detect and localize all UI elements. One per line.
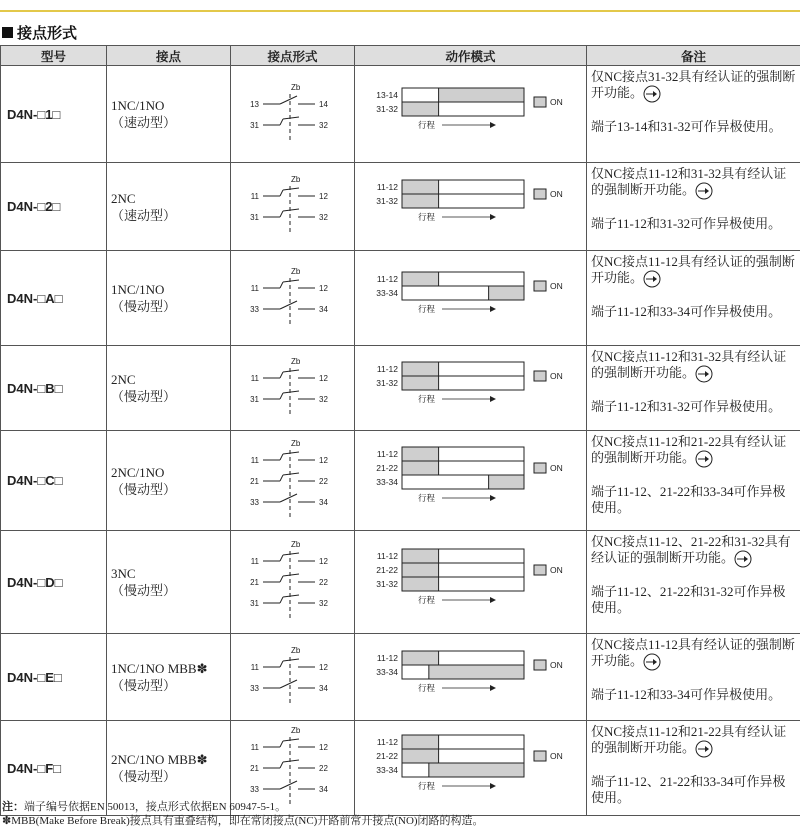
on-segment [402, 651, 439, 665]
contact-cell [107, 163, 231, 251]
on-segment [488, 286, 523, 300]
contact-circuit [250, 595, 328, 608]
operation-pattern-cell [355, 431, 587, 531]
table-header-row [1, 46, 800, 66]
header-model: 型号 [1, 46, 107, 66]
svg-text:32: 32 [318, 394, 328, 404]
remark-certification: 仅NC接点31-32具有经认证的强制断开功能。 [591, 69, 796, 103]
zb-label: Zb [290, 645, 300, 655]
zb-label: Zb [290, 175, 300, 184]
footer-notes [2, 800, 484, 828]
pattern-bar [376, 180, 523, 194]
pattern-bar-label: 11-12 [376, 449, 398, 459]
operation-pattern-cell [355, 251, 587, 346]
contact-circuit [250, 494, 328, 507]
remarks-cell [587, 66, 800, 163]
remark-terminals: 端子11-12和31-32可作异极使用。 [591, 399, 782, 415]
footer-note-1: 注：端子编号依据EN 50013，接点形式依据EN 60947-5-1。 [2, 800, 287, 813]
pattern-bar [376, 194, 524, 208]
remarks-cell [587, 163, 800, 251]
positive-opening-mark-icon [695, 740, 713, 758]
contact-circuit [250, 781, 328, 794]
remark-terminals: 端子11-12、21-22和33-34可作异极使用。 [591, 774, 786, 806]
svg-text:12: 12 [318, 662, 328, 672]
operation-pattern-diagram [358, 441, 584, 515]
pattern-bar-label: 33-34 [375, 666, 398, 677]
on-segment [402, 180, 439, 194]
svg-text:11: 11 [250, 662, 259, 672]
pattern-bar [376, 286, 524, 300]
svg-text:11: 11 [250, 557, 259, 566]
contact-type: 2NC [111, 190, 136, 206]
table-row [1, 431, 800, 531]
contact-action: （速动型） [111, 207, 177, 223]
pattern-bar-label: 31-32 [375, 196, 398, 206]
svg-text:22: 22 [318, 578, 328, 587]
contact-diagram [233, 78, 353, 146]
pattern-bar [376, 461, 524, 475]
pattern-bar [376, 549, 523, 563]
on-segment [402, 194, 439, 208]
on-segment [402, 362, 439, 376]
model-cell: D4N-□C□ [1, 431, 107, 531]
remark-terminals: 端子11-12和31-32可作异极使用。 [591, 216, 782, 232]
on-segment [402, 447, 439, 461]
square-bullet-icon [2, 27, 13, 38]
operation-pattern-diagram [358, 174, 584, 234]
svg-text:22: 22 [318, 476, 328, 486]
contact-diagram [233, 535, 353, 624]
zb-label: Zb [290, 266, 300, 276]
on-segment [402, 272, 439, 286]
remark-terminals: 端子11-12、21-22和33-34可作异极使用。 [591, 484, 786, 516]
on-segment [402, 577, 439, 591]
header-remarks: 备注 [587, 46, 800, 66]
table-row [1, 634, 800, 721]
on-segment [402, 563, 439, 577]
operation-pattern-diagram [358, 729, 584, 803]
on-legend [534, 281, 563, 291]
contact-type: 3NC [111, 566, 136, 581]
contact-circuit [250, 473, 328, 486]
svg-text:ON: ON [549, 96, 563, 107]
svg-text:31: 31 [249, 599, 259, 608]
stroke-label: 行程 [417, 119, 435, 130]
svg-text:31: 31 [249, 213, 259, 222]
pattern-bar [376, 651, 523, 665]
on-legend [534, 751, 563, 761]
on-segment [428, 665, 523, 679]
remark-certification: 仅NC接点11-12和31-32具有经认证的强制断开功能。 [591, 349, 796, 383]
svg-text:34: 34 [318, 785, 328, 794]
svg-text:12: 12 [318, 455, 328, 465]
remark-certification: 仅NC接点11-12、21-22和31-32具有经认证的强制断开功能。 [591, 534, 796, 568]
pattern-bar [376, 362, 523, 376]
svg-text:ON: ON [549, 659, 563, 670]
svg-text:12: 12 [318, 743, 328, 752]
stroke-label: 行程 [417, 303, 435, 314]
pattern-bar [376, 665, 524, 679]
pattern-bar-label: 21-22 [375, 564, 398, 575]
stroke-label: 行程 [417, 594, 435, 605]
section-title: 接点形式 [2, 22, 77, 43]
pattern-bar-label: 33-34 [375, 287, 398, 298]
pattern-bar-label: 31-32 [375, 103, 398, 114]
pattern-bar-label: 21-22 [375, 750, 398, 761]
svg-text:34: 34 [318, 683, 328, 693]
header-contact-form: 接点形式 [231, 46, 355, 66]
svg-text:31: 31 [249, 394, 259, 404]
contact-action: （速动型） [111, 115, 177, 130]
svg-text:32: 32 [318, 120, 328, 130]
contact-cell [107, 346, 231, 431]
svg-text:11: 11 [250, 192, 259, 201]
contact-action: （慢动型） [111, 678, 177, 693]
on-segment [402, 461, 439, 475]
contact-action: （慢动型） [111, 481, 177, 497]
contact-action: （慢动型） [111, 583, 177, 598]
remark-terminals: 端子13-14和31-32可作异极使用。 [591, 119, 782, 135]
svg-text:ON: ON [549, 564, 563, 575]
contact-cell [107, 251, 231, 346]
contact-type: 1NC/1NO MBB✽ [111, 661, 208, 676]
contact-circuit [250, 680, 328, 693]
contact-type: 2NC/1NO MBB✽ [111, 752, 208, 767]
stroke-label: 行程 [417, 780, 435, 791]
pattern-bar [376, 447, 523, 461]
on-segment [402, 376, 439, 390]
operation-pattern-cell [355, 346, 587, 431]
contact-type: 2NC/1NO [111, 464, 165, 480]
remarks-cell [587, 531, 800, 634]
operation-pattern-diagram [358, 266, 584, 326]
svg-text:33: 33 [249, 683, 259, 693]
contact-action: （慢动型） [111, 389, 177, 404]
contact-diagram-cell [231, 346, 355, 431]
model-cell: D4N-□F□ [1, 721, 107, 816]
model-cell: D4N-□A□ [1, 251, 107, 346]
pattern-bar [376, 763, 524, 777]
remarks-cell [587, 346, 800, 431]
svg-text:ON: ON [549, 750, 563, 761]
on-legend [534, 97, 563, 107]
remark-certification: 仅NC接点11-12具有经认证的强制断开功能。 [591, 254, 796, 288]
positive-opening-mark-icon [643, 85, 661, 103]
positive-opening-mark-icon [695, 450, 713, 468]
contact-diagram-cell [231, 251, 355, 346]
pattern-bar-label: 11-12 [376, 363, 398, 374]
remark-terminals: 端子11-12和33-34可作异极使用。 [591, 687, 782, 703]
contact-diagram-cell [231, 634, 355, 721]
contact-circuit [250, 574, 328, 587]
zb-label: Zb [290, 726, 300, 735]
contact-circuit [250, 391, 328, 404]
svg-text:12: 12 [318, 192, 328, 201]
model-cell: D4N-□2□ [1, 163, 107, 251]
svg-text:11: 11 [250, 743, 259, 752]
svg-text:31: 31 [249, 120, 259, 130]
svg-text:22: 22 [318, 764, 328, 773]
contact-cell [107, 531, 231, 634]
stroke-label: 行程 [417, 493, 435, 503]
pattern-bar-label: 33-34 [375, 477, 398, 487]
svg-text:33: 33 [249, 785, 259, 794]
table-row [1, 66, 800, 163]
pattern-bar [376, 749, 524, 763]
remarks-cell [587, 634, 800, 721]
on-segment [438, 88, 523, 102]
on-segment [402, 749, 439, 763]
svg-text:11: 11 [250, 373, 259, 383]
svg-text:14: 14 [318, 99, 328, 109]
contact-cell [107, 634, 231, 721]
operation-pattern-diagram [358, 356, 584, 416]
svg-text:21: 21 [249, 578, 259, 587]
pattern-bar-label: 11-12 [376, 652, 398, 663]
contact-diagram-cell [231, 163, 355, 251]
on-legend [534, 660, 563, 670]
zb-label: Zb [290, 540, 300, 549]
svg-text:11: 11 [250, 283, 259, 293]
pattern-bar [376, 102, 524, 116]
operation-pattern-diagram [358, 82, 584, 142]
svg-text:21: 21 [249, 476, 259, 486]
pattern-bar-label: 11-12 [376, 273, 398, 284]
svg-text:ON: ON [549, 370, 563, 381]
on-segment [402, 102, 439, 116]
pattern-bar-label: 11-12 [376, 736, 398, 747]
svg-text:33: 33 [249, 304, 259, 314]
operation-pattern-cell [355, 531, 587, 634]
contact-action: （慢动型） [111, 769, 177, 784]
pattern-bar [376, 88, 524, 102]
remark-certification: 仅NC接点11-12和21-22具有经认证的强制断开功能。 [591, 724, 796, 758]
svg-text:11: 11 [250, 455, 259, 465]
svg-text:32: 32 [318, 213, 328, 222]
positive-opening-mark-icon [734, 550, 752, 568]
pattern-bar-label: 31-32 [375, 578, 398, 589]
contact-diagram-cell [231, 531, 355, 634]
positive-opening-mark-icon [643, 653, 661, 671]
zb-label: Zb [290, 82, 300, 92]
contact-diagram [233, 170, 353, 238]
operation-pattern-diagram [358, 645, 584, 705]
remark-terminals: 端子11-12、21-22和31-32可作异极使用。 [591, 584, 786, 616]
svg-text:21: 21 [249, 764, 259, 773]
top-accent-bar [0, 0, 800, 12]
zb-label: Zb [290, 438, 300, 448]
pattern-bar-label: 21-22 [375, 463, 398, 473]
remarks-cell [587, 721, 800, 816]
contact-circuit [250, 117, 328, 130]
remark-certification: 仅NC接点11-12和21-22具有经认证的强制断开功能。 [591, 434, 796, 468]
contact-diagram-cell [231, 431, 355, 531]
on-legend [534, 189, 563, 199]
contact-action: （慢动型） [111, 299, 177, 314]
pattern-bar-label: 11-12 [376, 182, 398, 192]
zb-label: Zb [290, 356, 300, 366]
contact-diagram [233, 262, 353, 330]
svg-text:12: 12 [318, 283, 328, 293]
header-operation-pattern: 动作模式 [355, 46, 587, 66]
pattern-bar-label: 33-34 [375, 764, 398, 775]
pattern-bar [376, 475, 524, 489]
model-cell: D4N-□B□ [1, 346, 107, 431]
on-legend [534, 371, 563, 381]
contact-diagram [233, 434, 353, 523]
positive-opening-mark-icon [695, 365, 713, 383]
positive-opening-mark-icon [643, 270, 661, 288]
contact-cell [107, 66, 231, 163]
model-cell: D4N-□E□ [1, 634, 107, 721]
svg-text:12: 12 [318, 557, 328, 566]
remarks-cell [587, 251, 800, 346]
operation-pattern-cell [355, 66, 587, 163]
contact-diagram [233, 352, 353, 420]
pattern-bar [376, 735, 523, 749]
table-row [1, 251, 800, 346]
header-contact: 接点 [107, 46, 231, 66]
footer-note-2: ✽MBB(Make Before Break)接点具有重叠结构，即在常闭接点(NC)开路前常开接点(NO)闭路的构造。 [2, 815, 484, 827]
table-row [1, 346, 800, 431]
on-segment [428, 763, 523, 777]
pattern-bar [376, 376, 524, 390]
on-segment [488, 475, 523, 489]
operation-pattern-diagram [358, 543, 584, 617]
contact-diagram [233, 641, 353, 709]
contact-type: 1NC/1NO [111, 98, 165, 113]
table-row [1, 531, 800, 634]
contact-cell [107, 431, 231, 531]
remark-certification: 仅NC接点11-12和31-32具有经认证的强制断开功能。 [591, 166, 796, 200]
contact-diagram [233, 721, 353, 810]
on-segment [402, 735, 439, 749]
svg-text:32: 32 [318, 599, 328, 608]
remark-terminals: 端子11-12和33-34可作异极使用。 [591, 304, 782, 320]
contact-circuit [250, 760, 328, 773]
contact-form-table [0, 45, 800, 816]
contact-type: 2NC [111, 372, 136, 387]
svg-text:33: 33 [249, 497, 259, 507]
table-row [1, 163, 800, 251]
model-cell: D4N-□1□ [1, 66, 107, 163]
operation-pattern-cell [355, 634, 587, 721]
pattern-bar-label: 31-32 [375, 377, 398, 388]
operation-pattern-cell [355, 163, 587, 251]
remark-certification: 仅NC接点11-12具有经认证的强制断开功能。 [591, 637, 796, 671]
pattern-bar [376, 577, 524, 591]
on-legend [534, 463, 563, 473]
contact-diagram-cell [231, 66, 355, 163]
contact-type: 1NC/1NO [111, 282, 165, 297]
contact-circuit [250, 96, 328, 109]
contact-circuit [250, 209, 328, 222]
svg-text:ON: ON [549, 280, 563, 291]
pattern-bar-label: 13-14 [375, 89, 398, 100]
model-cell: D4N-□D□ [1, 531, 107, 634]
pattern-bar [376, 272, 523, 286]
positive-opening-mark-icon [695, 182, 713, 200]
svg-text:ON: ON [549, 189, 563, 199]
pattern-bar-label: 11-12 [376, 550, 398, 561]
stroke-label: 行程 [417, 682, 435, 693]
on-legend [534, 565, 563, 575]
stroke-label: 行程 [417, 212, 435, 222]
svg-text:34: 34 [318, 497, 328, 507]
svg-text:12: 12 [318, 373, 328, 383]
remarks-cell [587, 431, 800, 531]
pattern-bar [376, 563, 524, 577]
svg-text:13: 13 [249, 99, 259, 109]
stroke-label: 行程 [417, 393, 435, 404]
svg-text:ON: ON [549, 463, 563, 473]
svg-text:34: 34 [318, 304, 328, 314]
contact-circuit [250, 301, 328, 314]
on-segment [402, 549, 439, 563]
